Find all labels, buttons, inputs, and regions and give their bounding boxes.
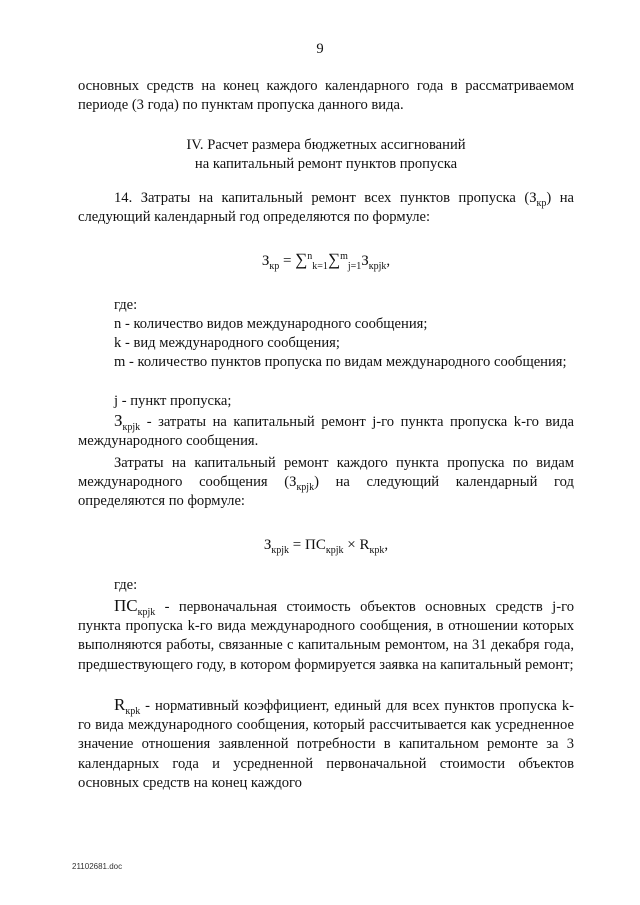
formula-total-lhs: З	[261, 253, 270, 269]
sum-k-symbol: ∑	[295, 250, 308, 269]
definition-z-krjk	[78, 411, 574, 451]
sum-j-symbol: ∑	[327, 250, 341, 269]
definition-r-sub: крk	[125, 705, 141, 717]
paragraph-14-text-b: ) на следующий календарный год определяются по формуле:	[78, 190, 574, 226]
definition-z-text: - затраты на капитальный ремонт j-го пункта пропуска k-го вида международного сообщения.	[78, 414, 574, 450]
definition-j: j - пункт пропуска;	[114, 393, 232, 409]
definition-r-var	[114, 695, 141, 717]
formula-item-lhs: З	[263, 537, 272, 553]
intro-paragraph: основных средств на конец каждого календарного года в рассматриваемом периоде (3 года) по пунктам пропуска данного вида.	[78, 78, 574, 114]
definition-r-symbol: R	[114, 695, 126, 714]
paragraph-14-text-a: 14. Затраты на капитальный ремонт всех пунктов пропуска (З	[114, 190, 537, 206]
section-heading	[78, 136, 574, 174]
formula-item-ps: ПС	[305, 537, 326, 553]
definition-r-krk	[78, 695, 574, 793]
definition-k: k - вид международного сообщения;	[114, 335, 340, 351]
definition-n: n - количество видов международного сообщения;	[114, 316, 428, 332]
formula-item	[78, 536, 574, 555]
definition-m: m - количество пунктов пропуска по видам международного сообщения;	[114, 354, 567, 370]
where-label-2: где:	[114, 577, 138, 593]
section-heading-line-1: IV. Расчет размера бюджетных ассигнований	[186, 137, 466, 153]
paragraph-costs	[78, 454, 574, 512]
paragraph-costs-text-a: Затраты на капитальный ремонт каждого пункта пропуска по видам международного сообщения (З	[78, 455, 574, 491]
definition-ps-var	[114, 596, 156, 618]
definition-z-sub: крjk	[122, 421, 141, 433]
formula-total-term: З	[361, 253, 369, 269]
formula-item-lhs-sub: крjk	[271, 545, 290, 556]
sum-j-lower: j=1	[347, 261, 362, 272]
formula-total-end: ,	[386, 253, 391, 269]
definition-z-var	[114, 411, 141, 433]
formula-item-eq: =	[289, 537, 306, 553]
formula-item-r-sub: крk	[369, 545, 385, 556]
section-heading-line-2: на капитальный ремонт пунктов пропуска	[194, 156, 458, 173]
formula-item-end: ,	[384, 537, 389, 553]
paragraph-14-sub: кр	[536, 197, 547, 209]
definition-ps-sub: крjk	[137, 606, 156, 618]
formula-total-term-sub: крjk	[368, 261, 387, 272]
definition-ps-krjk	[78, 596, 574, 675]
footer-filename: 21102681.doc	[72, 862, 123, 871]
sum-k-lower: k=1	[312, 261, 328, 272]
formula-item-times: ×	[343, 537, 360, 553]
formula-total-eq: =	[279, 253, 296, 269]
definition-ps-text: - первоначальная стоимость объектов основных средств j-го пункта пропуска k-го вида международного сообщения, в отношении которых выполняются работы, связанные с капитальным ремонтом, на 31 декабря года, предшествующего году, в котором формируется заявка на капитальный ремонт;	[78, 599, 574, 673]
where-label-1: где:	[114, 297, 138, 313]
formula-item-r: R	[359, 537, 370, 553]
paragraph-costs-sub: крjk	[296, 482, 315, 494]
paragraph-costs-text-b: ) на следующий календарный год определяются по формуле:	[78, 474, 574, 510]
sum-j-upper: m	[340, 251, 348, 262]
formula-total	[78, 250, 574, 271]
definition-ps-symbol: ПС	[114, 596, 138, 615]
definition-z-symbol: З	[114, 411, 123, 430]
definition-r-text: - нормативный коэффициент, единый для всех пунктов пропуска k-го вида международного сообщения, который рассчитывается как усредненное значение отношения заявленной потребности в капитальном ремонте за 3 календарных года и усредненной первоначальной стоимости объектов основных средств на конец каждого	[78, 698, 574, 791]
page-number: 9	[316, 41, 324, 57]
formula-total-lhs-sub: кр	[269, 261, 280, 272]
formula-item-ps-sub: крjk	[325, 545, 344, 556]
paragraph-14	[78, 189, 574, 227]
sum-k-upper: n	[307, 251, 313, 262]
